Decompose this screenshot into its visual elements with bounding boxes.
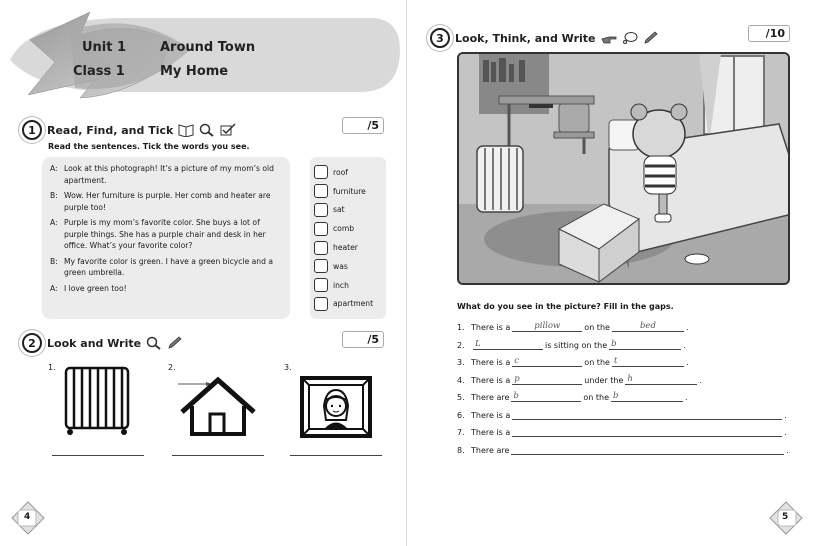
section1-header bbox=[22, 120, 236, 140]
answer-line[interactable] bbox=[172, 455, 264, 456]
handwritten-answer: c bbox=[514, 356, 520, 366]
sentence-end: . bbox=[699, 376, 702, 385]
sentence-text: There is a bbox=[471, 323, 511, 332]
tick-checkbox[interactable] bbox=[314, 259, 328, 273]
answer-line[interactable] bbox=[52, 455, 144, 456]
handwritten-answer: b bbox=[613, 391, 619, 401]
pencil-icon bbox=[167, 336, 183, 350]
book-spine bbox=[406, 0, 407, 546]
chapter-title: Around Town bbox=[160, 40, 256, 55]
word-option bbox=[314, 238, 382, 257]
tick-checkbox[interactable] bbox=[314, 278, 328, 292]
unit-label: Unit 1 bbox=[82, 40, 127, 55]
answer-blank[interactable] bbox=[611, 392, 683, 402]
answer-blank[interactable] bbox=[612, 322, 684, 332]
sentence-end: . bbox=[784, 428, 787, 437]
handwritten-answer: L bbox=[475, 339, 481, 349]
answer-blank[interactable] bbox=[612, 357, 684, 367]
sentence-text: There are bbox=[471, 446, 510, 455]
sentence-text: is sitting on the bbox=[545, 341, 608, 350]
word-option bbox=[314, 163, 382, 182]
fish-banner-graphic bbox=[0, 0, 406, 110]
tick-word-list bbox=[310, 157, 386, 319]
word-label: comb bbox=[333, 224, 355, 234]
unit-banner bbox=[0, 0, 406, 110]
score-box[interactable]: /5 bbox=[342, 331, 384, 348]
tick-checkbox[interactable] bbox=[314, 184, 328, 198]
dialog-box bbox=[42, 157, 290, 319]
handwritten-answer: b bbox=[513, 391, 519, 401]
sentence-number: 5. bbox=[457, 393, 465, 402]
handwritten-answer: h bbox=[627, 374, 633, 384]
sentence-end: . bbox=[685, 358, 689, 367]
answer-blank[interactable] bbox=[512, 410, 782, 420]
sentence-number: 6. bbox=[457, 411, 465, 420]
tick-checkbox[interactable] bbox=[314, 165, 328, 179]
word-option bbox=[314, 182, 382, 201]
section2-header bbox=[22, 333, 183, 353]
sentence-end: . bbox=[685, 323, 689, 332]
page-number: 5 bbox=[782, 512, 789, 522]
sentence-text: on the bbox=[583, 393, 610, 402]
sentence-text: There are bbox=[471, 393, 510, 402]
pencil-icon bbox=[643, 31, 659, 45]
fill-sentence bbox=[457, 375, 702, 385]
sentence-text: on the bbox=[584, 323, 610, 332]
question-text: What do you see in the picture? Fill in the gaps. bbox=[457, 302, 674, 311]
sentence-end: . bbox=[784, 411, 787, 420]
section-number: 1 bbox=[22, 120, 42, 140]
word-option bbox=[314, 201, 382, 220]
instruction-text: Read the sentences. Tick the words you see. bbox=[48, 142, 250, 151]
section-title: Look, Think, and Write bbox=[455, 31, 596, 45]
item-number: 2. bbox=[168, 363, 176, 372]
book-icon bbox=[178, 123, 194, 137]
tick-checkbox[interactable] bbox=[314, 241, 328, 255]
speaker-label: B: bbox=[50, 256, 58, 266]
fill-sentence bbox=[457, 322, 688, 332]
handwritten-answer: b bbox=[611, 339, 617, 349]
sentence-number: 8. bbox=[457, 446, 465, 455]
dialog-text: Look at this photograph! It’s a picture of my mom’s old apartment. bbox=[64, 164, 274, 185]
bedroom-scene-illustration bbox=[457, 52, 790, 285]
word-label: was bbox=[333, 261, 348, 271]
word-option bbox=[314, 295, 382, 314]
left-page bbox=[0, 0, 406, 546]
page-number: 4 bbox=[24, 512, 31, 522]
sentence-end: . bbox=[683, 341, 686, 350]
sentence-end: . bbox=[685, 393, 688, 402]
word-option bbox=[314, 276, 382, 295]
pointing-hand-icon bbox=[601, 31, 617, 45]
handwritten-answer: pillow bbox=[534, 321, 561, 331]
sentence-number: 3. bbox=[457, 358, 465, 367]
section-title: Look and Write bbox=[47, 336, 142, 350]
answer-blank[interactable] bbox=[512, 322, 582, 332]
answer-blank[interactable] bbox=[625, 375, 697, 385]
dialog-text: My favorite color is green. I have a green bicycle and a green umbrella. bbox=[64, 256, 274, 277]
section-number: 2 bbox=[22, 333, 42, 353]
sentence-text: There is a bbox=[471, 376, 511, 385]
sentence-end: . bbox=[786, 446, 789, 455]
sentence-text: on the bbox=[584, 358, 610, 367]
handwritten-answer: p bbox=[514, 374, 520, 384]
word-label: heater bbox=[333, 243, 358, 253]
tick-checkbox[interactable] bbox=[314, 203, 328, 217]
word-label: inch bbox=[333, 280, 349, 290]
tick-checkbox[interactable] bbox=[314, 222, 328, 236]
dialog-text: Wow. Her furniture is purple. Her comb and heater are purple too! bbox=[64, 191, 271, 212]
score-box[interactable]: /10 bbox=[748, 25, 790, 42]
dialog-line bbox=[50, 283, 282, 295]
score-box[interactable]: /5 bbox=[342, 117, 384, 134]
answer-blank[interactable] bbox=[511, 445, 784, 455]
magnifier-icon bbox=[146, 336, 162, 350]
item-number: 3. bbox=[284, 363, 292, 372]
framed-photograph-icon bbox=[300, 376, 372, 438]
sentence-text: There is a bbox=[471, 428, 511, 437]
answer-blank[interactable] bbox=[511, 392, 581, 402]
tick-checkbox[interactable] bbox=[314, 297, 328, 311]
sentence-text: under the bbox=[584, 376, 624, 385]
handwritten-answer: bed bbox=[639, 321, 656, 331]
handwritten-answer: t bbox=[613, 356, 618, 366]
sentence-text: There is a bbox=[471, 411, 511, 420]
speaker-label: B: bbox=[50, 191, 58, 200]
answer-blank[interactable] bbox=[512, 357, 582, 367]
answer-blank[interactable] bbox=[473, 340, 543, 350]
word-label: roof bbox=[333, 167, 348, 177]
heater-icon bbox=[62, 364, 132, 438]
answer-line[interactable] bbox=[290, 455, 382, 456]
fill-sentence bbox=[457, 410, 787, 420]
speaker-label: A: bbox=[50, 283, 58, 293]
word-option bbox=[314, 219, 382, 238]
house-roof-icon bbox=[176, 376, 260, 438]
dialog-line bbox=[50, 190, 282, 213]
word-option bbox=[314, 257, 382, 276]
dialog-line bbox=[50, 217, 282, 252]
fill-sentence bbox=[457, 340, 686, 350]
answer-blank[interactable] bbox=[512, 427, 782, 437]
tick-box-icon bbox=[220, 123, 236, 137]
section-title: Read, Find, and Tick bbox=[47, 123, 174, 137]
speaker-label: A: bbox=[50, 164, 58, 173]
item-number: 1. bbox=[48, 363, 56, 372]
dialog-text: I love green too! bbox=[64, 283, 127, 293]
fill-sentence bbox=[457, 392, 688, 402]
dialog-text: Purple is my mom’s favorite color. She buys a lot of purple things. She has a purple chair and desk in her office. What’s your favorite color? bbox=[64, 218, 266, 250]
lesson-title: My Home bbox=[160, 64, 229, 79]
sentence-number: 4. bbox=[457, 376, 465, 385]
class-label: Class 1 bbox=[73, 64, 125, 79]
fill-sentence bbox=[457, 427, 787, 437]
dialog-line bbox=[50, 256, 282, 279]
word-label: apartment bbox=[333, 299, 374, 309]
sentence-number: 7. bbox=[457, 428, 465, 437]
thought-bubble-icon bbox=[622, 31, 638, 45]
word-label: sat bbox=[333, 205, 345, 215]
answer-blank[interactable] bbox=[512, 375, 582, 385]
speaker-label: A: bbox=[50, 218, 58, 227]
dialog-line bbox=[50, 163, 282, 186]
sentence-number: 2. bbox=[457, 341, 465, 350]
sentence-text: There is a bbox=[471, 358, 511, 367]
magnifier-icon bbox=[199, 123, 215, 137]
fill-sentence bbox=[457, 357, 688, 367]
bedroom-scene-image bbox=[459, 54, 790, 285]
fill-sentence bbox=[457, 445, 789, 455]
section-number: 3 bbox=[430, 28, 450, 48]
sentence-number: 1. bbox=[457, 323, 465, 332]
answer-blank[interactable] bbox=[609, 340, 681, 350]
section3-header bbox=[430, 28, 659, 48]
word-label: furniture bbox=[333, 186, 366, 196]
